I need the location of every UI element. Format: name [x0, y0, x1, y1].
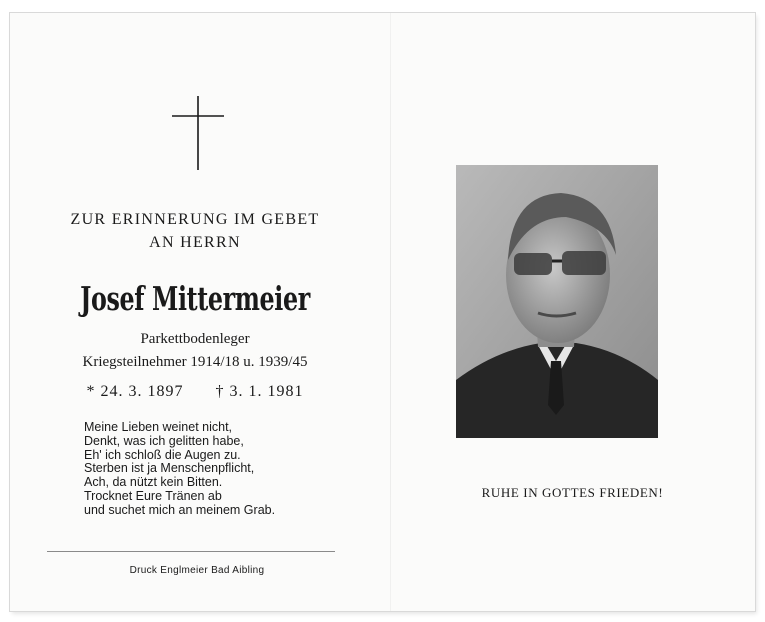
- poem-line: Ach, da nützt kein Bitten.: [84, 475, 223, 490]
- death-date: † 3. 1. 1981: [215, 383, 304, 400]
- poem-line: Meine Lieben weinet nicht,: [84, 420, 233, 434]
- portrait-photo: [456, 165, 658, 438]
- card-fold: [390, 13, 391, 611]
- poem-line: und suchet mich an meinem Grab.: [84, 502, 276, 517]
- heading-line-2: AN HERRN: [149, 234, 241, 251]
- poem-line: Trocknet Eure Tränen ab: [84, 488, 222, 503]
- heading-line-1: ZUR ERINNERUNG IM GEBET: [70, 211, 320, 228]
- printer-credit: Druck Englmeier Bad Aibling: [129, 565, 265, 576]
- cross-icon: [172, 96, 224, 170]
- farewell-text: RUHE IN GOTTES FRIEDEN!: [481, 485, 664, 500]
- birth-date: * 24. 3. 1897: [86, 383, 184, 400]
- memorial-card: [10, 13, 755, 611]
- deceased-name: Josef Mittermeier: [80, 279, 310, 318]
- poem: [84, 421, 275, 518]
- life-dates: [10, 383, 380, 401]
- occupation: Parkettbodenleger: [140, 331, 250, 347]
- poem-line: Eh' ich schloß die Augen zu.: [84, 447, 241, 462]
- poem-line: Sterben ist ja Menschenpflicht,: [84, 461, 255, 476]
- service-record: Kriegsteilnehmer 1914/18 u. 1939/45: [82, 354, 308, 370]
- divider-line: [47, 551, 335, 552]
- poem-line: Denkt, was ich gelitten habe,: [84, 433, 244, 448]
